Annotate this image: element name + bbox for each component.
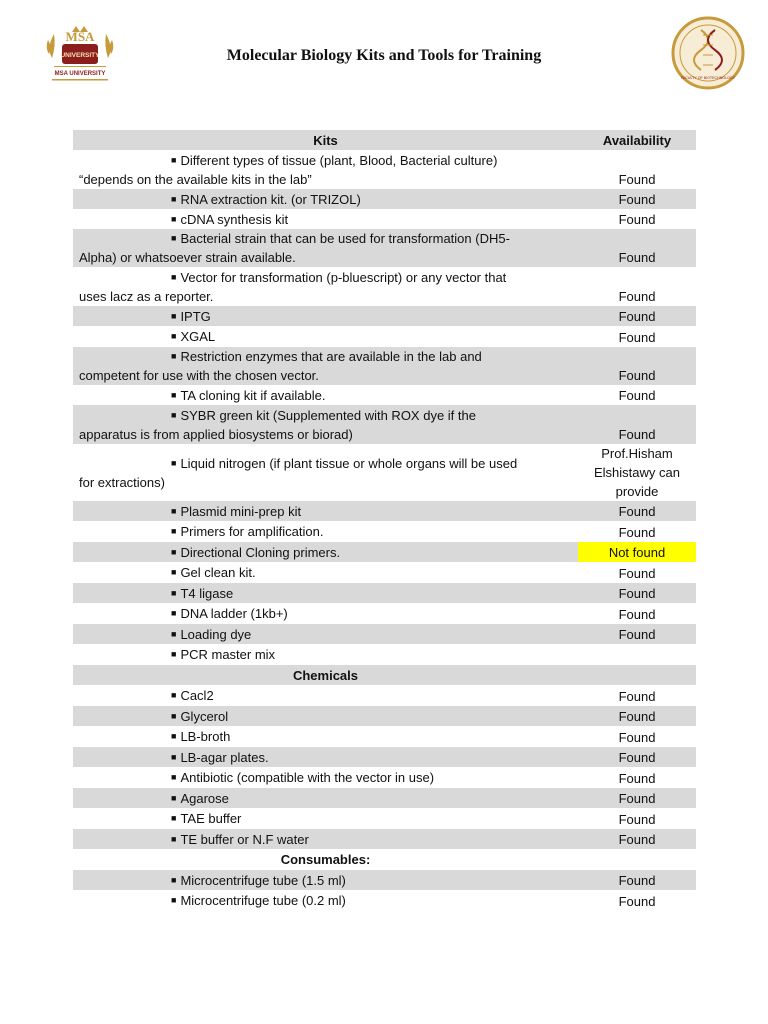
availability-note-line: Elshistawy can [594,465,680,480]
kit-item-label: LB-broth [180,729,231,744]
kit-item-label-continued: competent for use with the chosen vector. [79,368,319,383]
kit-item-text [79,386,325,405]
table-row [73,562,696,583]
table-header-row [73,130,696,150]
kit-item-cell [73,685,578,706]
kit-item-label: Cacl2 [180,688,214,703]
kit-item-label: SYBR green kit (Supplemented with ROX dye if the [180,407,476,423]
kit-item-text [79,268,506,306]
kit-item-text [79,748,269,767]
availability-cell: Found [618,586,656,601]
document-title: Molecular Biology Kits and Tools for Training [226,47,542,64]
kit-item-text [79,327,215,346]
section-header-row [73,665,696,685]
table-row [73,808,696,829]
table-row [73,870,696,890]
table-row [73,385,696,405]
table-row [73,603,696,624]
kit-item-label: Plasmid mini-prep kit [180,503,302,519]
kit-item-text [79,830,309,849]
availability-cell: Found [618,368,656,383]
svg-text:UNIVERSITY: UNIVERSITY [60,52,100,59]
table-row [73,405,696,444]
kit-item-label: Agarose [180,790,229,806]
availability-cell: Found [618,730,656,745]
square-bullet-icon: ■ [171,351,177,361]
kit-item-label: Microcentrifuge tube (0.2 ml) [180,893,346,908]
square-bullet-icon: ■ [171,389,177,400]
kit-item-text [79,809,241,828]
kit-item-text [79,210,288,229]
table-row [73,726,696,747]
kit-item-text [79,190,361,209]
kit-item-cell [73,150,578,189]
availability-cell: Found [618,504,656,519]
table-row [73,501,696,521]
kit-item-label: TA cloning kit if available. [180,387,326,403]
square-bullet-icon: ■ [171,193,177,204]
square-bullet-icon: ■ [171,751,177,762]
kit-item-text [79,768,434,787]
availability-cell: Found [618,750,656,765]
kit-item-cell [73,562,578,583]
kit-item-label: Different types of tissue (plant, Blood, Bacterial culture) [180,152,498,168]
table-row [73,209,696,229]
kit-item-cell [73,501,578,521]
svg-text:FACULTY OF BIOTECHNOLOGY: FACULTY OF BIOTECHNOLOGY [680,76,736,80]
square-bullet-icon: ■ [171,649,177,659]
square-bullet-icon: ■ [171,154,177,165]
kit-item-text [79,522,323,541]
kit-item-cell [73,767,578,788]
kit-item-text [79,563,256,582]
table-row [73,706,696,726]
kit-item-label: RNA extraction kit. (or TRIZOL) [180,191,361,207]
square-bullet-icon: ■ [171,895,177,905]
kit-item-text [79,686,214,705]
kit-item-label: LB-agar plates. [180,749,269,765]
kit-item-cell [73,189,578,209]
kit-item-label-continued: “depends on the available kits in the lab” [79,171,312,187]
kit-item-label: Primers for amplification. [180,524,324,539]
kit-item-label-continued: uses lacz as a reporter. [79,288,214,304]
section-title: Chemicals [292,667,359,683]
kit-item-label: cDNA synthesis kit [180,211,289,227]
kit-item-label: IPTG [180,308,211,324]
kit-item-text [79,604,288,623]
availability-cell: Found [618,525,656,540]
section-header-row [73,849,696,870]
kit-item-cell [73,209,578,229]
availability-cell: Found [618,192,656,207]
kit-item-cell [73,405,578,444]
availability-cell [578,644,696,665]
kit-item-label: Restriction enzymes that are available in the lab and [180,349,482,364]
availability-cell: Found [618,812,656,827]
kit-item-label: Vector for transformation (p-bluescript) or any vector that [180,269,507,285]
table-row [73,189,696,209]
availability-cell: Found [618,627,656,642]
kit-item-text [79,307,211,326]
availability-cell [578,849,696,870]
kit-item-text [79,727,230,746]
square-bullet-icon: ■ [171,587,177,598]
availability-cell: Found [618,771,656,786]
kit-item-label: Antibiotic (compatible with the vector in use) [180,770,435,785]
table-row [73,150,696,189]
svg-text:MSA: MSA [65,29,95,44]
square-bullet-icon: ■ [171,690,177,700]
table-row [73,583,696,603]
availability-cell: Found [618,330,656,345]
kit-item-text [79,891,346,910]
availability-cell: Found [618,250,656,265]
availability-cell: Found [618,289,656,304]
square-bullet-icon: ■ [171,546,177,557]
kit-item-cell [73,583,578,603]
kit-item-cell [73,542,578,562]
availability-cell: Found [618,873,656,888]
table-row [73,829,696,849]
kit-item-text [79,347,482,385]
kit-item-text [79,707,228,726]
kit-item-label: Loading dye [180,626,252,642]
table-row [73,444,696,501]
kit-item-cell [73,385,578,405]
square-bullet-icon: ■ [171,213,177,224]
kit-item-label: TE buffer or N.F water [180,831,309,847]
availability-cell: Found [618,172,656,187]
table-row [73,326,696,347]
kit-item-label-continued: Alpha) or whatsoever strain available. [79,250,296,265]
kit-item-cell [73,603,578,624]
section-title: Consumables: [280,852,371,867]
kit-item-cell [73,444,578,501]
square-bullet-icon: ■ [171,331,177,341]
table-row [73,644,696,665]
kit-item-label: Glycerol [180,708,229,724]
table-row [73,521,696,542]
kit-item-cell [73,521,578,542]
table-row [73,624,696,644]
availability-cell: Found [618,709,656,724]
kit-item-label: PCR master mix [180,647,276,662]
kit-item-cell [73,326,578,347]
kit-item-label: Directional Cloning primers. [180,544,341,560]
kit-item-cell [73,808,578,829]
kit-item-cell [73,890,578,911]
kit-item-cell [73,306,578,326]
square-bullet-icon: ■ [171,526,177,536]
kit-item-label: XGAL [180,329,216,344]
kit-item-cell [73,829,578,849]
kit-item-label: T4 ligase [180,585,234,601]
availability-cell-not-found: Not found [578,542,696,562]
availability-cell: Found [618,689,656,704]
square-bullet-icon: ■ [171,505,177,516]
table-row [73,306,696,326]
kit-item-cell [73,747,578,767]
table-row [73,347,696,385]
msa-university-logo [42,24,118,92]
square-bullet-icon: ■ [171,813,177,823]
kit-item-cell [73,726,578,747]
kit-item-cell [73,229,578,267]
kit-item-text [79,229,510,267]
kits-column-header: Kits [313,132,338,148]
kit-item-text [79,645,275,664]
square-bullet-icon: ■ [171,792,177,803]
kit-item-label: Microcentrifuge tube (1.5 ml) [180,872,346,888]
table-row [73,685,696,706]
kit-item-text [79,871,346,890]
kit-item-cell [73,644,578,665]
kit-item-label: Liquid nitrogen (if plant tissue or whole organs will be used [180,455,518,471]
square-bullet-icon: ■ [171,310,177,321]
table-row [73,890,696,911]
kit-item-text [79,625,251,644]
square-bullet-icon: ■ [171,409,177,420]
availability-cell: Found [618,832,656,847]
square-bullet-icon: ■ [171,608,177,618]
kit-item-cell [73,870,578,890]
square-bullet-icon: ■ [171,772,177,782]
availability-cell: Found [618,607,656,622]
square-bullet-icon: ■ [171,710,177,721]
kit-item-text [79,502,301,521]
kit-item-cell [73,347,578,385]
svg-text:MSA UNIVERSITY: MSA UNIVERSITY [54,71,106,77]
availability-note-line: Prof.Hisham [601,446,673,461]
kit-item-cell [73,624,578,644]
kit-item-label-continued: for extractions) [79,474,165,490]
kit-item-cell [73,267,578,306]
kit-item-text [79,789,229,808]
availability-cell: Found [618,566,656,581]
faculty-of-biotechnology-seal [667,16,749,90]
kit-item-text [79,406,476,444]
table-row [73,542,696,562]
square-bullet-icon: ■ [171,731,177,741]
kits-table [73,130,696,911]
table-row [73,229,696,267]
availability-note [594,444,680,501]
availability-cell: Found [618,791,656,806]
availability-cell: Found [618,212,656,227]
availability-cell: Found [618,388,656,403]
availability-note-line: provide [615,484,659,499]
square-bullet-icon: ■ [171,833,177,844]
square-bullet-icon: ■ [171,233,177,243]
availability-cell [578,665,696,685]
kit-item-text [79,151,497,189]
kit-item-label: DNA ladder (1kb+) [180,606,288,621]
availability-cell: Found [618,309,656,324]
kit-item-label: Bacterial strain that can be used for transformation (DH5- [180,231,510,246]
table-row [73,767,696,788]
kit-item-text [79,454,517,492]
kit-item-text [79,584,233,603]
kit-item-cell [73,788,578,808]
table-row [73,267,696,306]
square-bullet-icon: ■ [171,271,177,282]
square-bullet-icon: ■ [171,457,177,468]
availability-cell [578,444,696,501]
kit-item-cell [73,706,578,726]
square-bullet-icon: ■ [171,567,177,577]
availability-column-header: Availability [602,132,672,148]
kit-item-label-continued: apparatus is from applied biosystems or biorad) [79,426,353,442]
availability-cell: Found [618,894,656,909]
table-row [73,747,696,767]
square-bullet-icon: ■ [171,628,177,639]
kit-item-text [79,543,340,562]
kit-item-label: Gel clean kit. [180,565,256,580]
square-bullet-icon: ■ [171,874,177,885]
table-row [73,788,696,808]
availability-cell: Found [618,427,656,442]
kit-item-label: TAE buffer [180,811,242,826]
